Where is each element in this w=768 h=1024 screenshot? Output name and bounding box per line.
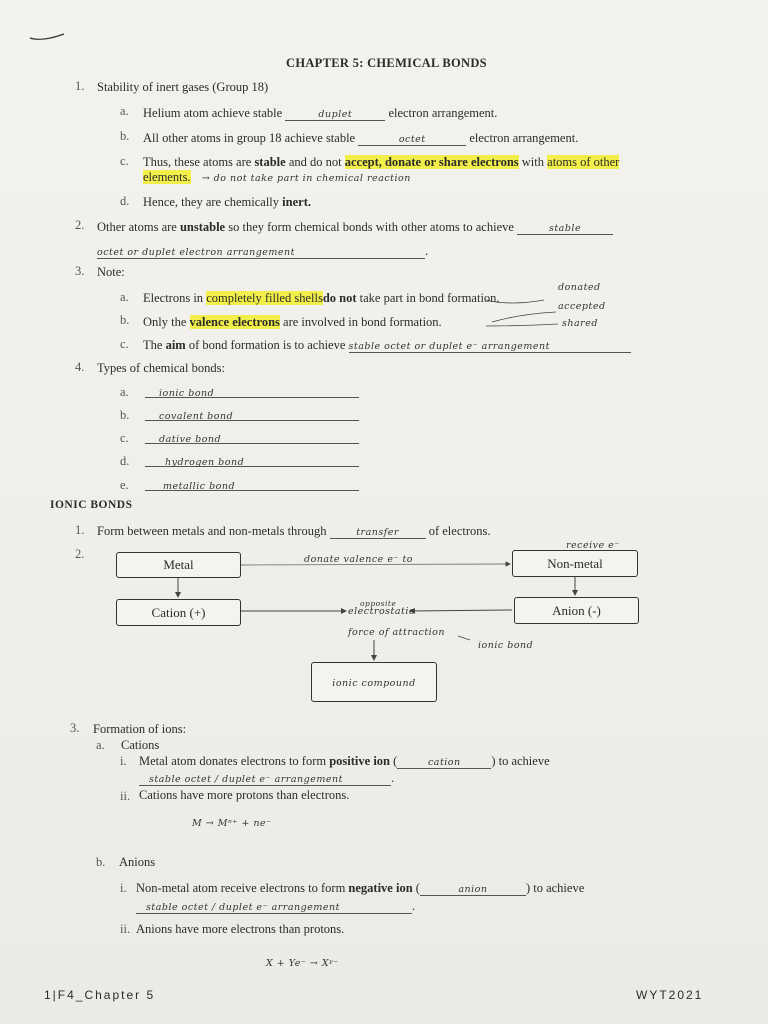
ionic-heading: IONIC BONDS [50,499,133,511]
formation-bi-answer-blank [420,881,526,896]
s3-number: 3. [75,264,85,278]
ionic-2-number: 2. [75,547,85,561]
formation-aii-text: Cations have more protons than electrons. [139,788,350,802]
formation-a-heading: Cations [121,738,160,752]
formation-a-label: a. [96,738,105,752]
s3a-label: a. [120,290,129,304]
s4-item-label: e. [120,478,129,492]
s4-item-label: a. [120,385,129,399]
metal-box: Metal [116,552,241,578]
s1c-highlight-1: accept, donate or share electrons [344,155,519,169]
formation-ai-end: . [391,771,395,785]
s1c-mid: and do not [288,155,342,169]
formation-bii-text: Anions have more electrons than protons. [136,922,345,936]
s1a-post: electron arrangement. [388,106,498,120]
ionic-bond-label: ionic bond [478,640,534,651]
s1c-with: with [521,155,545,169]
s4-heading: Types of chemical bonds: [97,361,225,375]
s1c-stable: stable [254,155,286,169]
s3-side-donated: donated [558,282,601,293]
electrostatic-label: electrostatic [348,606,415,617]
s3a-do-not: do not [322,291,357,305]
page-title: CHAPTER 5: CHEMICAL BONDS [286,56,487,70]
s4-number: 4. [75,360,85,374]
s1c-pre: Thus, these atoms are [143,155,252,169]
formation-bii-label: ii. [120,922,131,936]
formation-bi-end: . [412,899,416,913]
s3a-pre: Electrons in [143,291,204,305]
s3c-pre: The [143,338,163,352]
s1d-inert: inert. [282,195,311,209]
formation-ai-open: ( [393,754,398,768]
formation-bi-line [136,881,584,896]
formation-ai-label: i. [120,754,127,768]
s3b-pre: Only the [143,315,187,329]
s1a-pre: Helium atom achieve stable [143,106,283,120]
ionic-1-pre: Form between metals and non-metals through [97,524,327,538]
s1b-pre: All other atoms in group 18 achieve stable [143,131,356,145]
s3b-post: are involved in bond formation. [283,315,442,329]
formation-ai-answer2-blank [139,771,391,786]
s4-item-label: b. [120,408,130,422]
s4-item-answer: metallic bond [163,481,236,492]
s3c-post: of bond formation is to achieve [188,338,346,352]
formation-bi-answer2-blank [136,899,412,914]
s4-item-answer: ionic bond [159,388,215,399]
formation-bi-answer2: stable octet / duplet e⁻ arrangement [146,902,340,913]
formation-ai-answer2: stable octet / duplet e⁻ arrangement [149,774,343,785]
footer-right: WYT2021 [636,988,704,1002]
s2-answer-2: octet or duplet electron arrangement [97,247,295,258]
s4-item-label: c. [120,431,129,445]
formation-b-label: b. [96,855,106,869]
nonmetal-box: Non-metal [512,550,638,577]
s1c-handwritten-note: → do not take part in chemical reaction [201,173,411,184]
s1c-label: c. [120,154,129,168]
s1b-answer: octet [398,134,426,145]
s1d-label: d. [120,194,130,208]
s3c-label: c. [120,337,129,351]
formation-ai-line2 [139,771,394,786]
formation-ai-close: ) to achieve [491,754,550,768]
s1-heading: Stability of inert gases (Group 18) [97,80,269,94]
formation-number: 3. [70,721,80,735]
s2-answer-1: stable [548,223,582,234]
s1b-post: electron arrangement. [469,131,579,145]
ionic-compound-label: ionic compound [332,678,416,689]
donate-label: donate valence e⁻ to [304,554,414,565]
formation-bi-answer: anion [458,884,488,895]
force-label: force of attraction [348,627,446,638]
ionic-1-post: of electrons. [428,524,491,538]
formation-ai-answer-blank [397,754,491,769]
s1-number: 1. [75,79,85,93]
s3a-post: take part in bond formation. [359,291,500,305]
s2-pre: Other atoms are [97,220,177,234]
ionic-1-number: 1. [75,523,85,537]
s4-item-answer: hydrogen bond [165,457,245,468]
s3c-answer: stable octet or duplet e⁻ arrangement [348,341,550,352]
s3-side-shared: shared [562,318,598,329]
formation-ai-positive-ion: positive ion [329,754,391,768]
s2-unstable: unstable [179,220,226,234]
formation-bi-line2 [136,899,415,914]
s1c-highlight-2: atoms of other [547,155,620,169]
formation-ai-line [139,754,550,769]
formation-bi-close: ) to achieve [525,881,585,895]
s2-post: so they form chemical bonds with other atoms to achieve [228,220,514,234]
formation-bi-open: ( [415,881,420,895]
s1b-label: b. [120,129,130,143]
s1a-label: a. [120,104,129,118]
opposite-label: opposite [360,599,397,608]
s1c-highlight-3: elements. [143,170,191,184]
s3b-label: b. [120,313,130,327]
formation-ai-answer: cation [427,757,461,768]
formation-bi-label: i. [120,881,127,895]
s3-side-accepted: accepted [558,301,606,312]
s3-heading: Note: [97,265,125,279]
formation-aii-label: ii. [120,789,131,803]
cation-equation: M → Mⁿ⁺ + ne⁻ [192,818,272,829]
anion-box: Anion (-) [514,597,639,624]
ionic-1-answer: transfer [356,527,399,538]
formation-b-heading: Anions [119,855,156,869]
s3c-aim: aim [165,338,186,352]
receive-label: receive e⁻ [566,540,620,551]
s1d-pre: Hence, they are chemically [143,195,280,209]
s4-item-label: d. [120,454,130,468]
s4-item-answer: covalent bond [159,411,234,422]
s2-number: 2. [75,218,85,232]
footer-left: 1|F4_Chapter 5 [44,988,156,1002]
formation-bi-negative-ion: negative ion [348,881,413,895]
s1a-answer: duplet [318,109,353,120]
s3b-highlight: valence electrons [189,315,280,329]
s4-item-answer: dative bond [159,434,222,445]
formation-heading: Formation of ions: [93,722,187,736]
cation-box: Cation (+) [116,599,241,626]
formation-ai-pre: Metal atom donates electrons to form [139,754,327,768]
anion-equation: X + Ye⁻ → Xʸ⁻ [266,958,339,969]
s2-end: . [425,244,429,258]
formation-bi-pre: Non-metal atom receive electrons to form [136,881,346,895]
s3a-highlight: completely filled shells [206,291,323,305]
